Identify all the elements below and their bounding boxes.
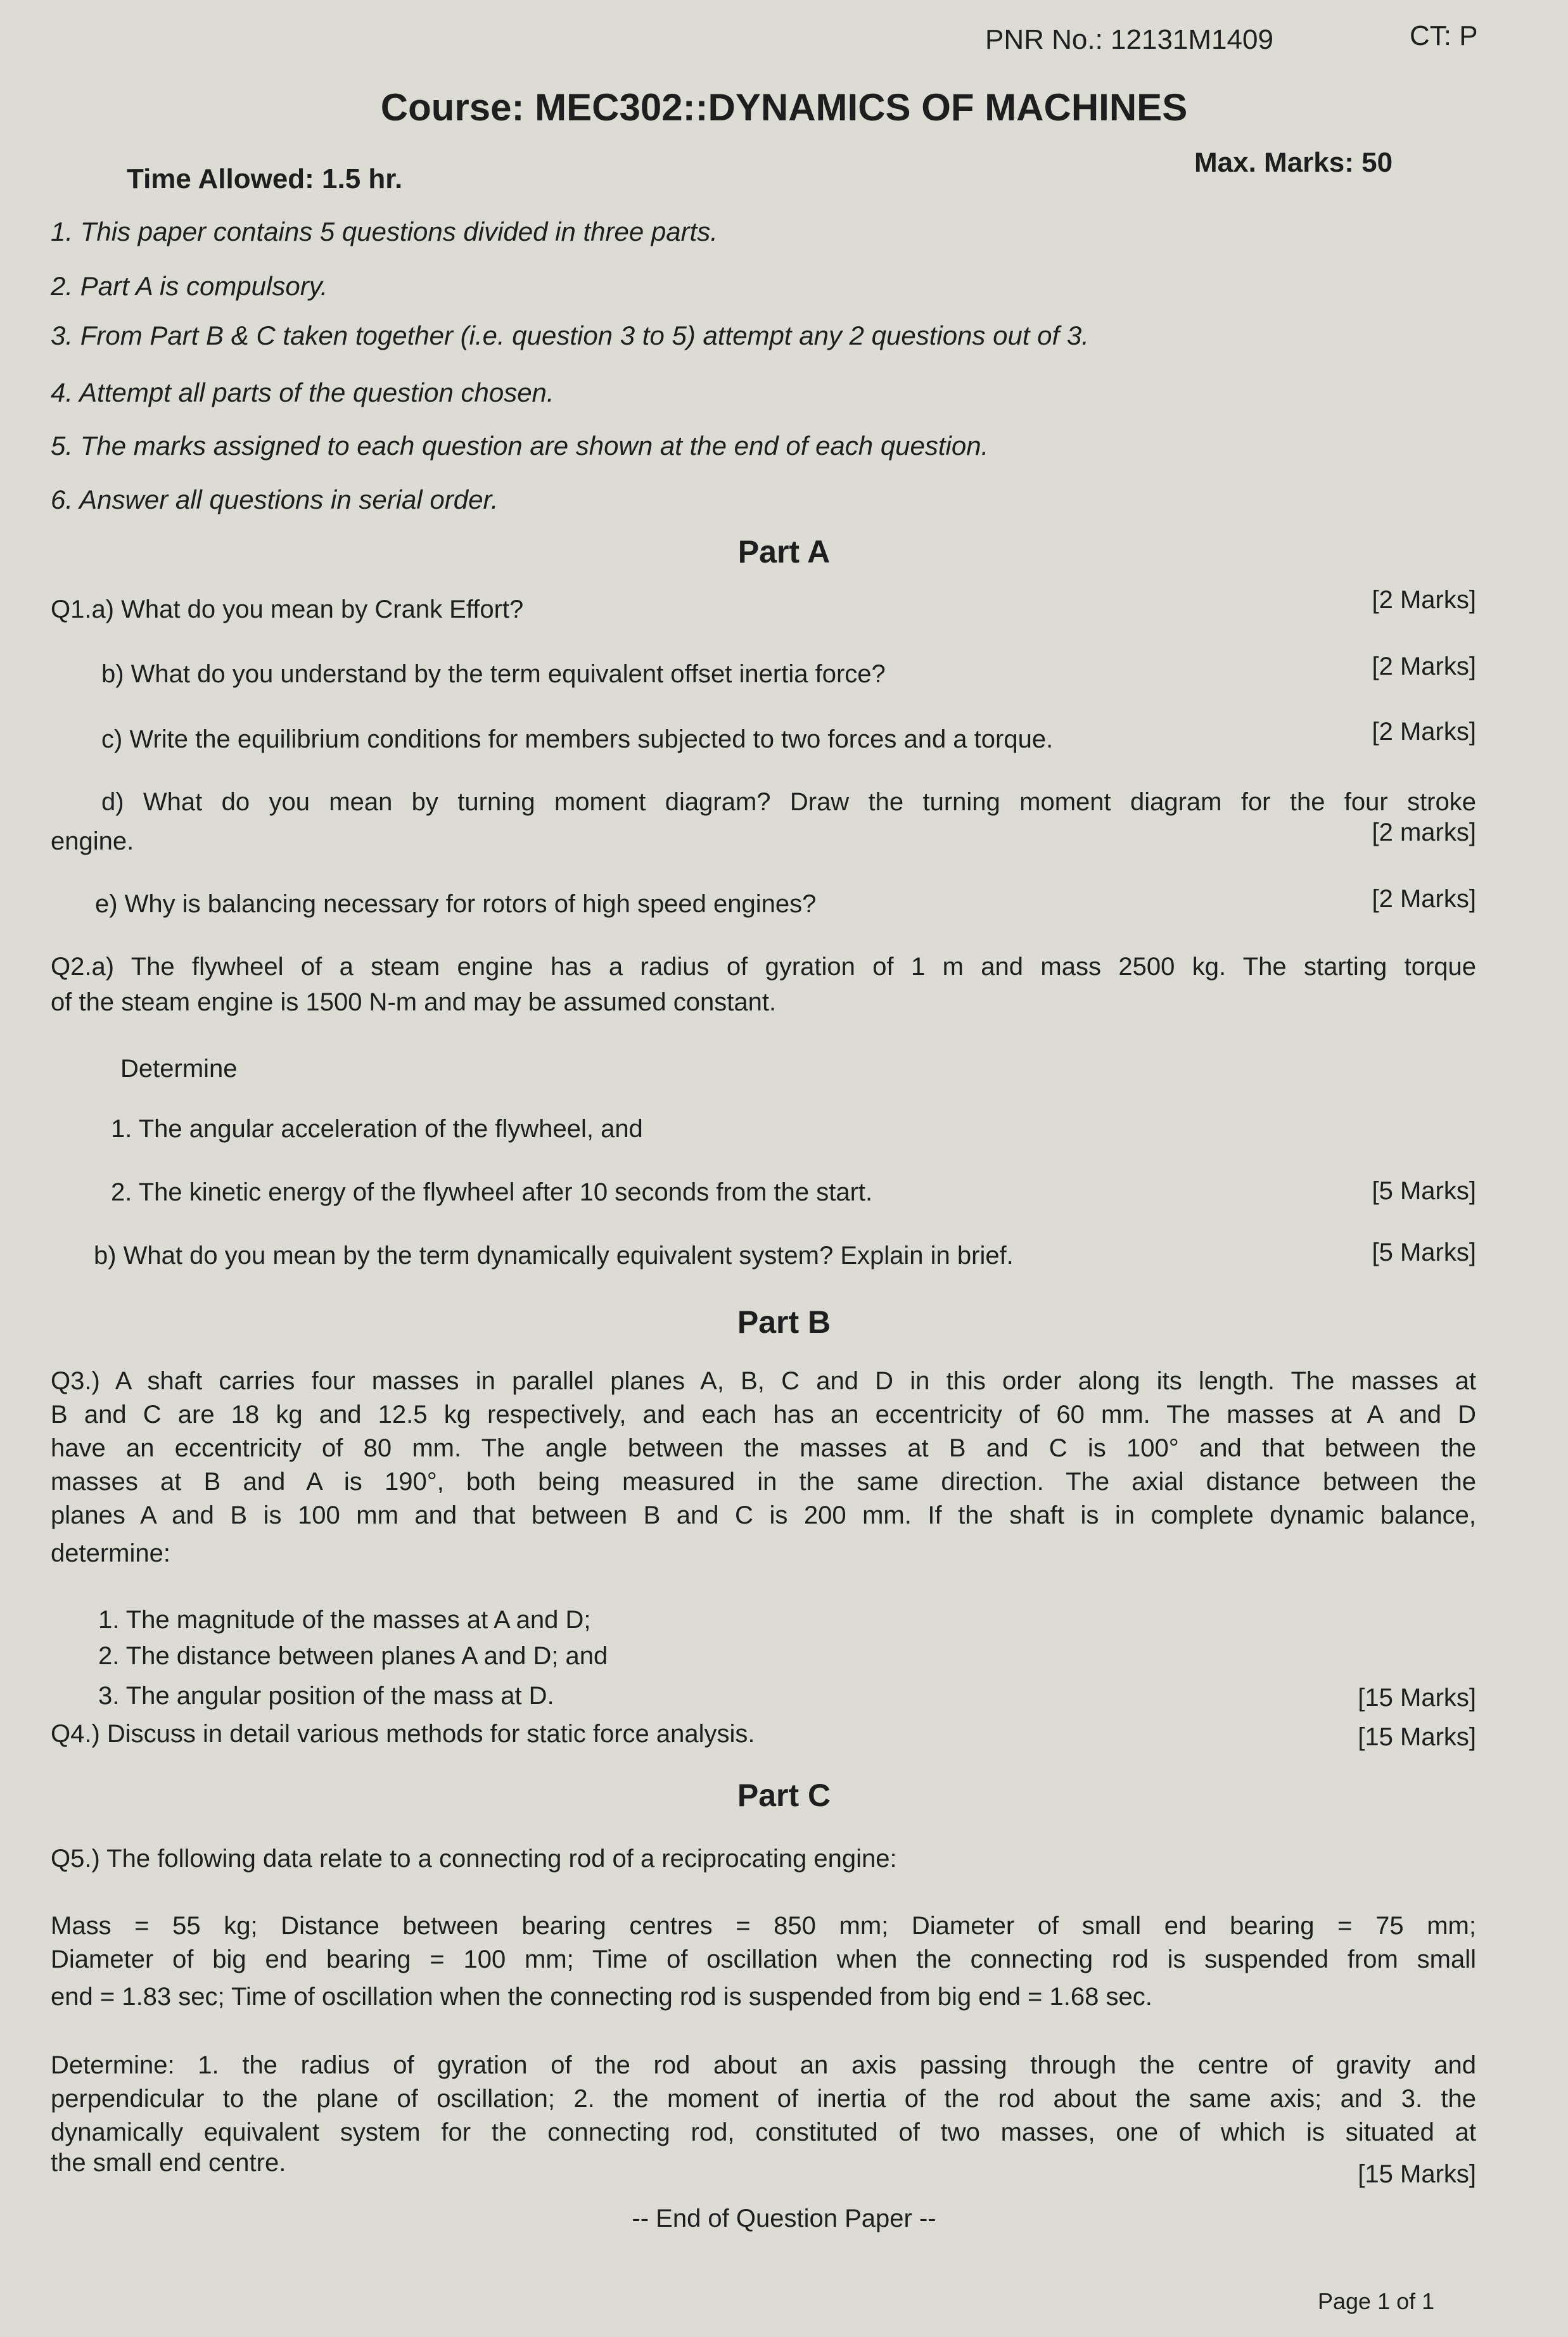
q5-determine-line-2: perpendicular to the plane of oscillation; 2. the moment of inertia of the rod about the same axis; and 3. the [51, 2085, 1476, 2113]
q3-line-3: have an eccentricity of 80 mm. The angle between the masses at B and C is 100° and that between the [51, 1434, 1476, 1462]
instruction-2: 2. Part A is compulsory. [51, 271, 328, 301]
q2a-item-1: 1. The angular acceleration of the flywheel, and [111, 1115, 643, 1143]
q4-text: Q4.) Discuss in detail various methods for static force analysis. [51, 1720, 755, 1748]
q1b-marks: [2 Marks] [1372, 653, 1476, 680]
q1d-line2: engine. [51, 827, 134, 855]
q2b-marks: [5 Marks] [1372, 1239, 1476, 1266]
q3-line-1: Q3.) A shaft carries four masses in parallel planes A, B, C and D in this order along its length. The masses at [51, 1367, 1476, 1395]
q5-marks: [15 Marks] [1358, 2160, 1476, 2188]
q2a-marks: [5 Marks] [1372, 1177, 1476, 1205]
q1c-marks: [2 Marks] [1372, 718, 1476, 746]
instruction-1: 1. This paper contains 5 questions divided in three parts. [51, 217, 718, 246]
q2b-text: b) What do you mean by the term dynamically equivalent system? Explain in brief. [94, 1242, 1014, 1270]
q2a-line2: of the steam engine is 1500 N-m and may be assumed constant. [51, 988, 777, 1016]
q2a-determine: Determine [120, 1055, 238, 1083]
q5-data-last: end = 1.83 sec; Time of oscillation when the connecting rod is suspended from big end = 1.68 sec. [51, 1983, 1152, 2011]
course-title: Course: MEC302::DYNAMICS OF MACHINES [380, 86, 1188, 129]
q3-line-5: planes A and B is 100 mm and that between B and C is 200 mm. If the shaft is in complete dynamic balance, [51, 1501, 1476, 1529]
q2a-line1: Q2.a) The flywheel of a steam engine has a radius of gyration of 1 m and mass 2500 kg. The starting torque [51, 953, 1476, 981]
q5-determine-line-1: Determine: 1. the radius of gyration of the rod about an axis passing through the centre of gravity and [51, 2051, 1476, 2079]
q1a-text: Q1.a) What do you mean by Crank Effort? [51, 595, 524, 623]
q3-last-line: determine: [51, 1539, 170, 1567]
part-c-heading: Part C [737, 1778, 831, 1813]
q1a-marks: [2 Marks] [1372, 586, 1476, 614]
q5-intro: Q5.) The following data relate to a connecting rod of a reciprocating engine: [51, 1845, 897, 1873]
part-b-heading: Part B [737, 1304, 831, 1340]
q1d-line1: d) What do you mean by turning moment diagram? Draw the turning moment diagram for the four stroke [101, 788, 1476, 816]
q5-determine-last: the small end centre. [51, 2149, 286, 2177]
q3-line-4: masses at B and A is 190°, both being measured in the same direction. The axial distance between the [51, 1468, 1476, 1496]
q3-item-1: 1. The magnitude of the masses at A and D; [98, 1606, 591, 1634]
instruction-6: 6. Answer all questions in serial order. [51, 485, 499, 514]
q3-line-2: B and C are 18 kg and 12.5 kg respectively, and each has an eccentricity of 60 mm. The masses at A and D [51, 1401, 1476, 1429]
q1e-marks: [2 Marks] [1372, 885, 1476, 913]
q2a-item-2: 2. The kinetic energy of the flywheel after 10 seconds from the start. [111, 1178, 873, 1206]
q3-item-2: 2. The distance between planes A and D; and [98, 1642, 608, 1670]
end-of-paper: -- End of Question Paper -- [632, 2205, 936, 2232]
instruction-3: 3. From Part B & C taken together (i.e. question 3 to 5) attempt any 2 questions out of 3. [51, 321, 1089, 350]
q4-marks: [15 Marks] [1358, 1723, 1476, 1751]
q5-determine-line-3: dynamically equivalent system for the connecting rod, constituted of two masses, one of which is situated at [51, 2118, 1476, 2146]
instruction-4: 4. Attempt all parts of the question chosen. [51, 378, 554, 407]
page-number: Page 1 of 1 [1318, 2288, 1435, 2314]
time-allowed: Time Allowed: 1.5 hr. [127, 163, 403, 194]
q3-item-3: 3. The angular position of the mass at D. [98, 1682, 554, 1710]
q5-data-line-2: Diameter of big end bearing = 100 mm; Time of oscillation when the connecting rod is suspended from small [51, 1945, 1476, 1973]
q1b-text: b) What do you understand by the term equivalent offset inertia force? [101, 660, 886, 688]
instruction-5: 5. The marks assigned to each question are shown at the end of each question. [51, 431, 989, 461]
pnr-number: PNR No.: 12131M1409 [985, 24, 1273, 55]
q5-data-line-1: Mass = 55 kg; Distance between bearing centres = 850 mm; Diameter of small end bearing = 75 mm; [51, 1912, 1476, 1940]
part-a-heading: Part A [737, 534, 831, 570]
ct-label: CT: P [1410, 20, 1478, 51]
q1c-text: c) Write the equilibrium conditions for members subjected to two forces and a torque. [101, 725, 1054, 753]
q1e-text: e) Why is balancing necessary for rotors of high speed engines? [95, 890, 817, 918]
q1d-marks: [2 marks] [1372, 818, 1476, 846]
q3-marks: [15 Marks] [1358, 1684, 1476, 1712]
max-marks: Max. Marks: 50 [1194, 147, 1393, 178]
